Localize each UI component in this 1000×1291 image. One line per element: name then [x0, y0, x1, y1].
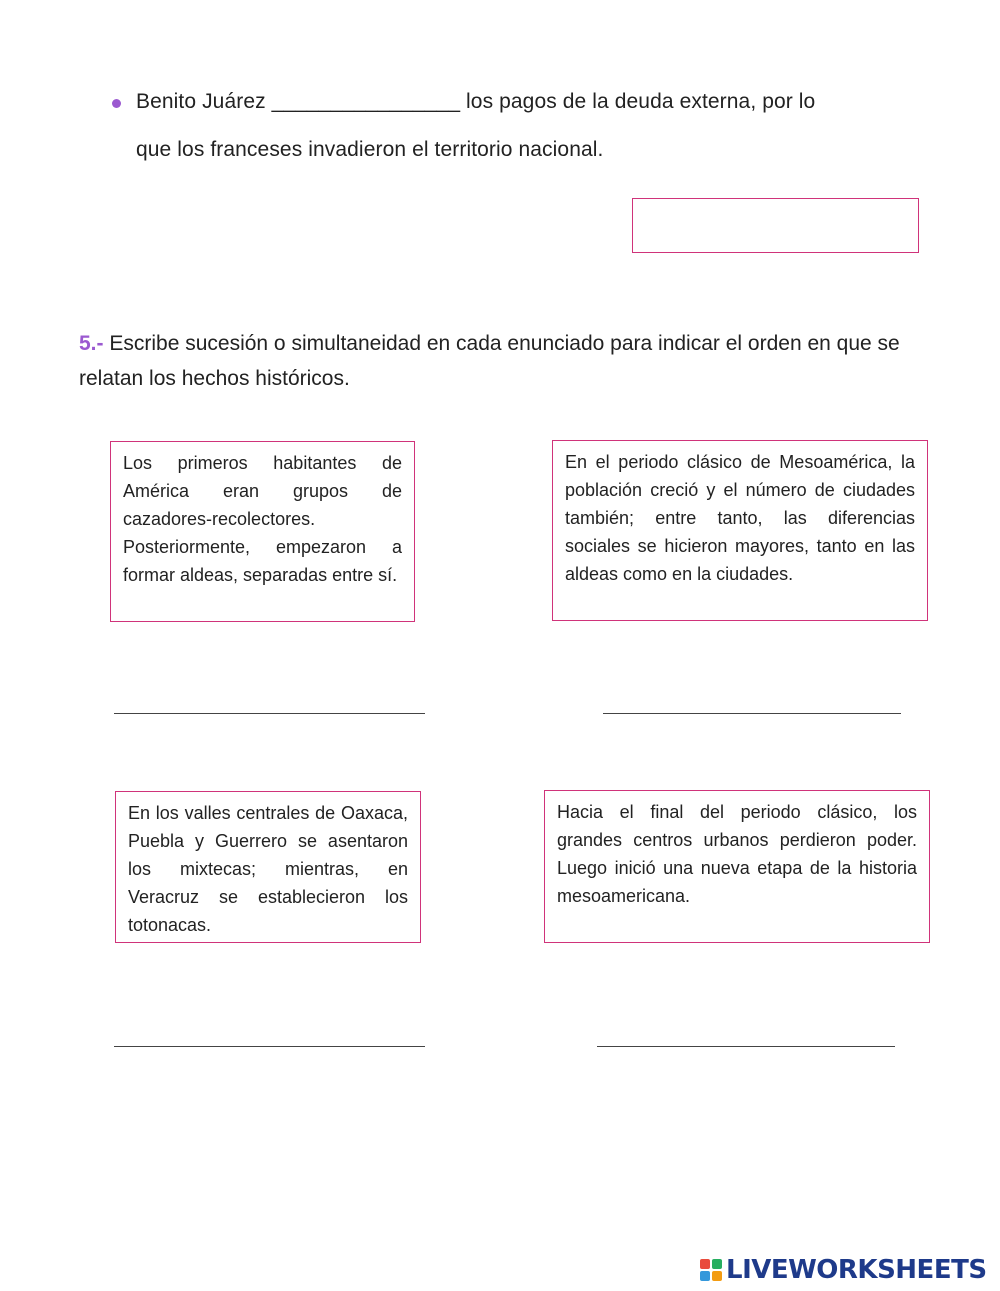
- answer-blank-3[interactable]: [114, 1046, 425, 1047]
- instruction-text: [79, 326, 919, 396]
- statement-text: Los primeros habitantes de América eran grupos de cazadores-recolectores.: [123, 453, 402, 529]
- statement-text: En los valles centrales de Oaxaca, Puebla y Guerrero se asentaron los mixtecas; mientras, en Veracruz se establecieron los totonacas.: [128, 803, 408, 935]
- answer-blank-2[interactable]: [603, 713, 901, 714]
- statement-card-1: [110, 441, 415, 622]
- statement-card-2: [552, 440, 928, 621]
- answer-input-box[interactable]: [632, 198, 919, 253]
- statement-card-4: [544, 790, 930, 943]
- question-number: 5.-: [79, 332, 104, 355]
- statement-card-3: [115, 791, 421, 943]
- bullet-text-line-1: Benito Juárez ________________ los pagos de la deuda externa, por lo: [136, 90, 816, 113]
- answer-blank-1[interactable]: [114, 713, 425, 714]
- logo-text: LIVEWORKSHEETS: [726, 1255, 987, 1285]
- statement-text: En el periodo clásico de Mesoamérica, la población creció y el número de ciudades también; entre tanto, las diferencias sociales se hicieron mayores, tanto en las aldeas como en la ciudades.: [565, 452, 915, 584]
- answer-blank-4[interactable]: [597, 1046, 895, 1047]
- bullet-icon: [112, 99, 121, 108]
- instruction-body: Escribe sucesión o simultaneidad en cada enunciado para indicar el orden en que se relatan los hechos históricos.: [79, 332, 900, 390]
- statement-text: Hacia el final del periodo clásico, los grandes centros urbanos perdieron poder. Luego inició una nueva etapa de la historia mesoamericana.: [557, 802, 917, 906]
- statement-text-continued: Posteriormente, empezaron a formar aldeas, separadas entre sí.: [123, 537, 402, 585]
- liveworksheets-logo: [700, 1254, 987, 1286]
- logo-mark-icon: [700, 1259, 722, 1281]
- bullet-text-line-2: que los franceses invadieron el territorio nacional.: [136, 138, 604, 161]
